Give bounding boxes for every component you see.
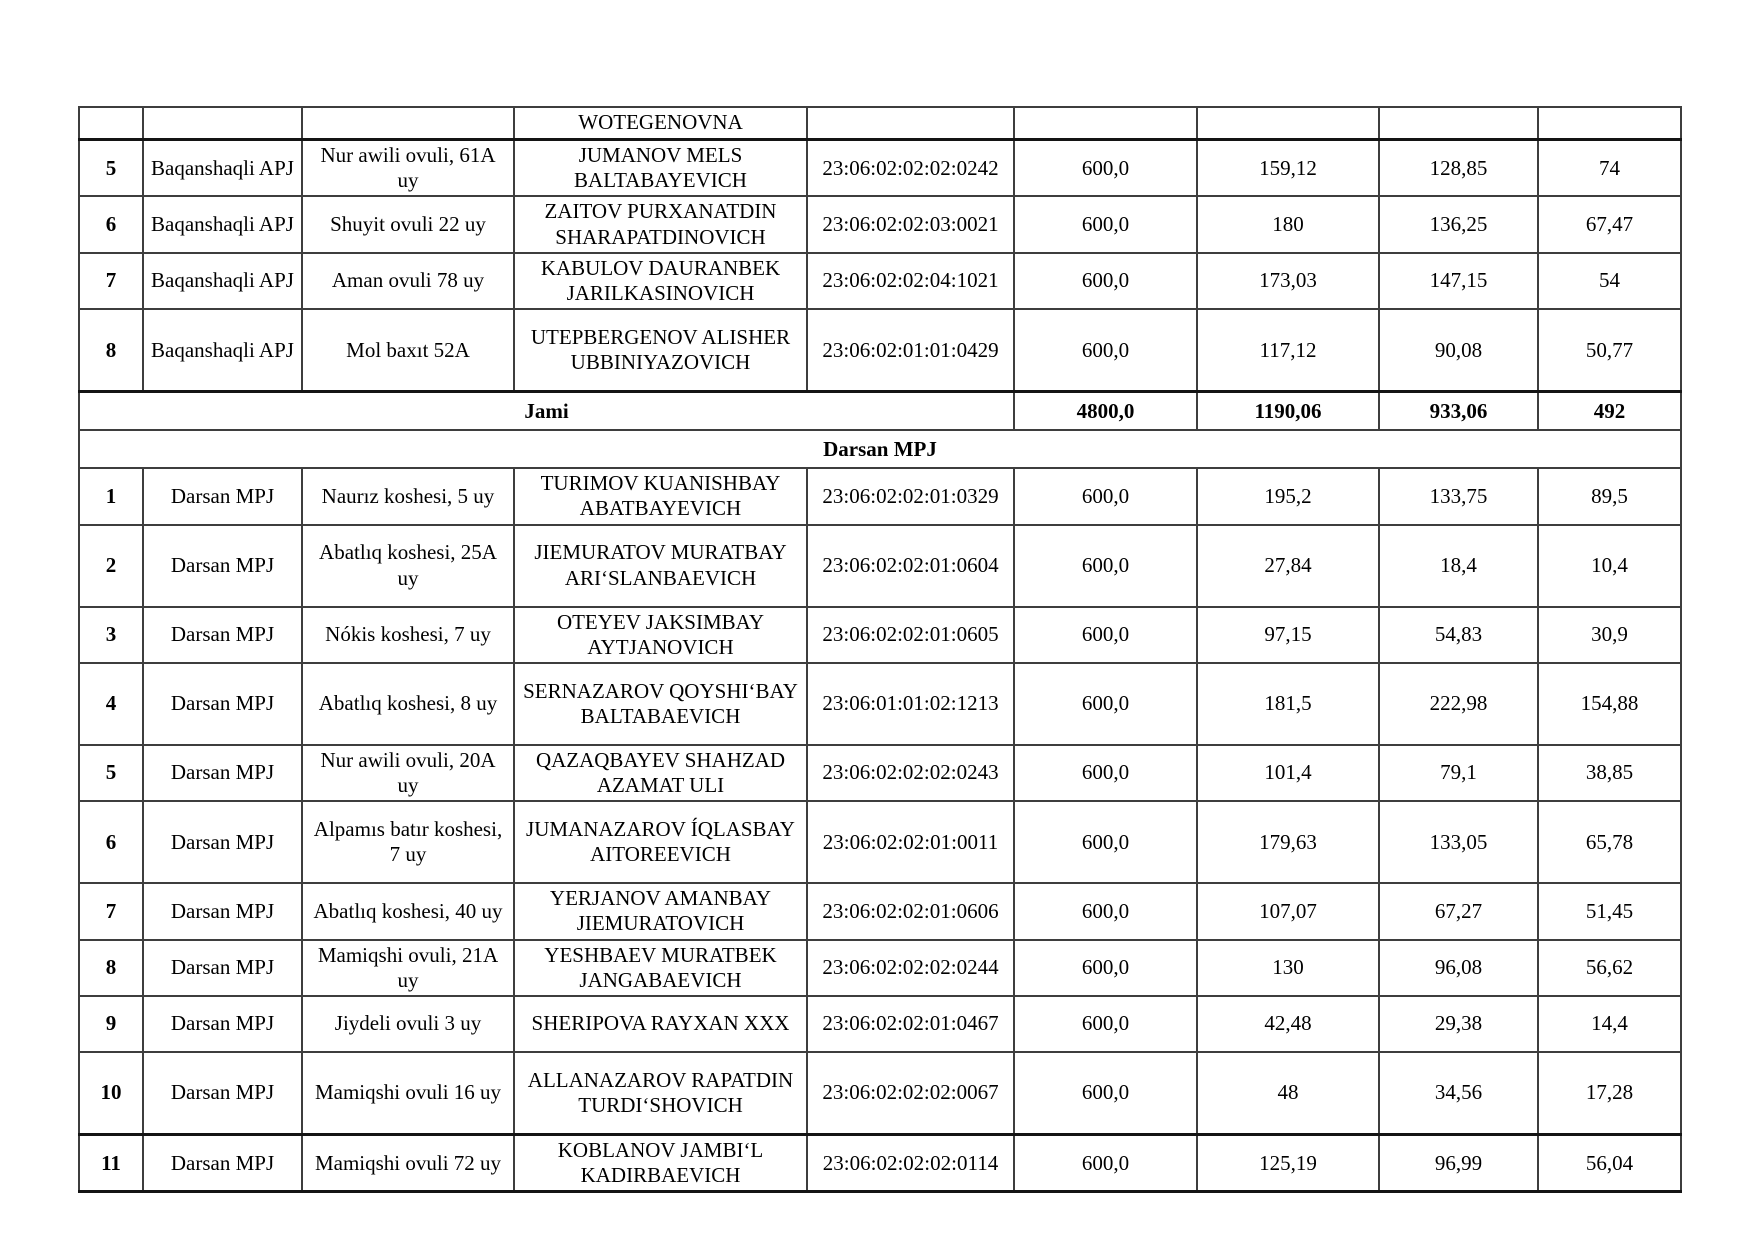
organization-cell: Darsan MPJ [143,663,302,745]
cadastre-code-cell: 23:06:02:02:04:1021 [807,253,1014,309]
address-cell: Nókis koshesi, 7 uy [302,607,514,663]
person-name-cell: JUMANOV MELS BALTABAYEVICH [514,140,807,197]
address-cell [302,107,514,140]
amount-cell: 96,08 [1379,940,1538,996]
amount-cell: 179,63 [1197,801,1379,883]
cadastre-code-cell: 23:06:02:02:01:0011 [807,801,1014,883]
person-name-cell: YESHBAEV MURATBEK JANGABAEVICH [514,940,807,996]
organization-cell: Darsan MPJ [143,940,302,996]
cadastre-code-cell: 23:06:02:02:01:0605 [807,607,1014,663]
table-row [79,196,1681,252]
address-cell: Aman ovuli 78 uy [302,253,514,309]
address-cell: Abatlıq koshesi, 40 uy [302,883,514,939]
amount-cell: 600,0 [1014,468,1197,524]
row-number-cell: 3 [79,607,143,663]
amount-cell: 65,78 [1538,801,1681,883]
amount-cell [1538,107,1681,140]
amount-cell: 130 [1197,940,1379,996]
amount-cell: 159,12 [1197,140,1379,197]
table-row [79,883,1681,939]
cadastre-code-cell: 23:06:02:02:02:0242 [807,140,1014,197]
table-row [79,253,1681,309]
table-row [79,1135,1681,1192]
amount-cell: 89,5 [1538,468,1681,524]
table-row [79,663,1681,745]
total-label-cell: Jami [79,392,1014,431]
amount-cell [1197,107,1379,140]
person-name-cell: SERNAZAROV QOYSHIʻBAY BALTABAEVICH [514,663,807,745]
organization-cell: Darsan MPJ [143,883,302,939]
person-name-cell: JIEMURATOV MURATBAY ARIʻSLANBAEVICH [514,525,807,607]
row-number-cell: 7 [79,253,143,309]
amount-cell: 54 [1538,253,1681,309]
amount-cell: 125,19 [1197,1135,1379,1192]
person-name-cell: SHERIPOVA RAYXAN XXX [514,996,807,1052]
amount-cell: 67,47 [1538,196,1681,252]
person-name-cell: UTEPBERGENOV ALISHER UBBINIYAZOVICH [514,309,807,392]
section-header-row [79,430,1681,468]
row-number-cell: 9 [79,996,143,1052]
cadastre-code-cell: 23:06:02:02:02:0244 [807,940,1014,996]
person-name-cell: JUMANAZAROV ÍQLASBAY AITOREEVICH [514,801,807,883]
address-cell: Mamiqshi ovuli, 21A uy [302,940,514,996]
amount-cell: 136,25 [1379,196,1538,252]
amount-cell: 180 [1197,196,1379,252]
address-cell: Naurız koshesi, 5 uy [302,468,514,524]
amount-cell: 97,15 [1197,607,1379,663]
cadastre-code-cell: 23:06:02:01:01:0429 [807,309,1014,392]
cadastre-code-cell [807,107,1014,140]
row-number-cell: 5 [79,140,143,197]
amount-cell: 96,99 [1379,1135,1538,1192]
person-name-cell: TURIMOV KUANISHBAY ABATBAYEVICH [514,468,807,524]
cadastre-code-cell: 23:06:02:02:01:0467 [807,996,1014,1052]
amount-cell: 10,4 [1538,525,1681,607]
table-row [79,801,1681,883]
table-row [79,140,1681,197]
amount-cell: 107,07 [1197,883,1379,939]
total-row [79,392,1681,431]
row-number-cell: 5 [79,745,143,801]
table-row [79,525,1681,607]
cadastre-code-cell: 23:06:02:02:03:0021 [807,196,1014,252]
cadastre-code-cell: 23:06:02:02:01:0606 [807,883,1014,939]
address-cell: Mamiqshi ovuli 16 uy [302,1052,514,1135]
amount-cell: 54,83 [1379,607,1538,663]
amount-cell [1014,107,1197,140]
table-row [79,309,1681,392]
address-cell: Abatlıq koshesi, 8 uy [302,663,514,745]
amount-cell: 29,38 [1379,996,1538,1052]
total-amount-cell: 1190,06 [1197,392,1379,431]
cadastre-code-cell: 23:06:01:01:02:1213 [807,663,1014,745]
organization-cell: Darsan MPJ [143,1135,302,1192]
person-name-cell: OTEYEV JAKSIMBAY AYTJANOVICH [514,607,807,663]
amount-cell: 18,4 [1379,525,1538,607]
organization-cell: Darsan MPJ [143,745,302,801]
amount-cell: 27,84 [1197,525,1379,607]
table-row [79,745,1681,801]
amount-cell: 154,88 [1538,663,1681,745]
person-name-cell: ZAITOV PURXANATDIN SHARAPATDINOVICH [514,196,807,252]
amount-cell: 133,05 [1379,801,1538,883]
amount-cell: 600,0 [1014,1135,1197,1192]
table-row [79,468,1681,524]
row-number-cell: 7 [79,883,143,939]
amount-cell: 56,04 [1538,1135,1681,1192]
amount-cell: 600,0 [1014,663,1197,745]
amount-cell: 600,0 [1014,883,1197,939]
amount-cell: 50,77 [1538,309,1681,392]
table-row-continuation [79,107,1681,140]
amount-cell: 74 [1538,140,1681,197]
address-cell: Alpamıs batır koshesi, 7 uy [302,801,514,883]
organization-cell: Baqanshaqli APJ [143,140,302,197]
allocation-table [78,106,1682,1193]
amount-cell: 181,5 [1197,663,1379,745]
organization-cell: Baqanshaqli APJ [143,309,302,392]
table-row [79,996,1681,1052]
amount-cell: 42,48 [1197,996,1379,1052]
amount-cell: 56,62 [1538,940,1681,996]
cadastre-code-cell: 23:06:02:02:01:0329 [807,468,1014,524]
organization-cell [143,107,302,140]
row-number-cell: 4 [79,663,143,745]
cadastre-code-cell: 23:06:02:02:02:0114 [807,1135,1014,1192]
amount-cell: 600,0 [1014,309,1197,392]
row-number-cell: 8 [79,940,143,996]
amount-cell: 48 [1197,1052,1379,1135]
amount-cell: 147,15 [1379,253,1538,309]
row-number-cell [79,107,143,140]
amount-cell: 67,27 [1379,883,1538,939]
person-name-cell: KABULOV DAURANBEK JARILKASINOVICH [514,253,807,309]
row-number-cell: 2 [79,525,143,607]
row-number-cell: 11 [79,1135,143,1192]
cadastre-code-cell: 23:06:02:02:02:0067 [807,1052,1014,1135]
amount-cell: 600,0 [1014,940,1197,996]
amount-cell: 600,0 [1014,745,1197,801]
row-number-cell: 6 [79,196,143,252]
amount-cell: 600,0 [1014,253,1197,309]
person-name-cell: ALLANAZAROV RAPATDIN TURDIʻSHOVICH [514,1052,807,1135]
organization-cell: Darsan MPJ [143,996,302,1052]
person-name-cell: KOBLANOV JAMBIʻL KADIRBAEVICH [514,1135,807,1192]
row-number-cell: 8 [79,309,143,392]
organization-cell: Darsan MPJ [143,801,302,883]
amount-cell: 600,0 [1014,801,1197,883]
total-amount-cell: 492 [1538,392,1681,431]
table-row [79,940,1681,996]
person-name-cell: WOTEGENOVNA [514,107,807,140]
amount-cell: 600,0 [1014,1052,1197,1135]
person-name-cell: QAZAQBAYEV SHAHZAD AZAMAT ULI [514,745,807,801]
section-header-cell: Darsan MPJ [79,430,1681,468]
amount-cell: 79,1 [1379,745,1538,801]
row-number-cell: 6 [79,801,143,883]
amount-cell: 34,56 [1379,1052,1538,1135]
amount-cell: 600,0 [1014,196,1197,252]
amount-cell: 51,45 [1538,883,1681,939]
amount-cell: 173,03 [1197,253,1379,309]
amount-cell [1379,107,1538,140]
organization-cell: Darsan MPJ [143,1052,302,1135]
table-row [79,1052,1681,1135]
row-number-cell: 10 [79,1052,143,1135]
amount-cell: 101,4 [1197,745,1379,801]
address-cell: Mol baxıt 52A [302,309,514,392]
person-name-cell: YERJANOV AMANBAY JIEMURATOVICH [514,883,807,939]
amount-cell: 90,08 [1379,309,1538,392]
amount-cell: 600,0 [1014,140,1197,197]
row-number-cell: 1 [79,468,143,524]
total-amount-cell: 933,06 [1379,392,1538,431]
allocation-table-wrap [78,106,1680,1193]
cadastre-code-cell: 23:06:02:02:02:0243 [807,745,1014,801]
address-cell: Nur awili ovuli, 61A uy [302,140,514,197]
amount-cell: 117,12 [1197,309,1379,392]
organization-cell: Darsan MPJ [143,607,302,663]
address-cell: Jiydeli ovuli 3 uy [302,996,514,1052]
table-row [79,607,1681,663]
organization-cell: Baqanshaqli APJ [143,253,302,309]
amount-cell: 128,85 [1379,140,1538,197]
amount-cell: 222,98 [1379,663,1538,745]
amount-cell: 133,75 [1379,468,1538,524]
address-cell: Abatlıq koshesi, 25A uy [302,525,514,607]
organization-cell: Darsan MPJ [143,525,302,607]
total-amount-cell: 4800,0 [1014,392,1197,431]
amount-cell: 600,0 [1014,607,1197,663]
address-cell: Shuyit ovuli 22 uy [302,196,514,252]
amount-cell: 14,4 [1538,996,1681,1052]
organization-cell: Darsan MPJ [143,468,302,524]
organization-cell: Baqanshaqli APJ [143,196,302,252]
amount-cell: 600,0 [1014,996,1197,1052]
cadastre-code-cell: 23:06:02:02:01:0604 [807,525,1014,607]
amount-cell: 195,2 [1197,468,1379,524]
address-cell: Nur awili ovuli, 20A uy [302,745,514,801]
amount-cell: 17,28 [1538,1052,1681,1135]
address-cell: Mamiqshi ovuli 72 uy [302,1135,514,1192]
amount-cell: 38,85 [1538,745,1681,801]
amount-cell: 600,0 [1014,525,1197,607]
amount-cell: 30,9 [1538,607,1681,663]
